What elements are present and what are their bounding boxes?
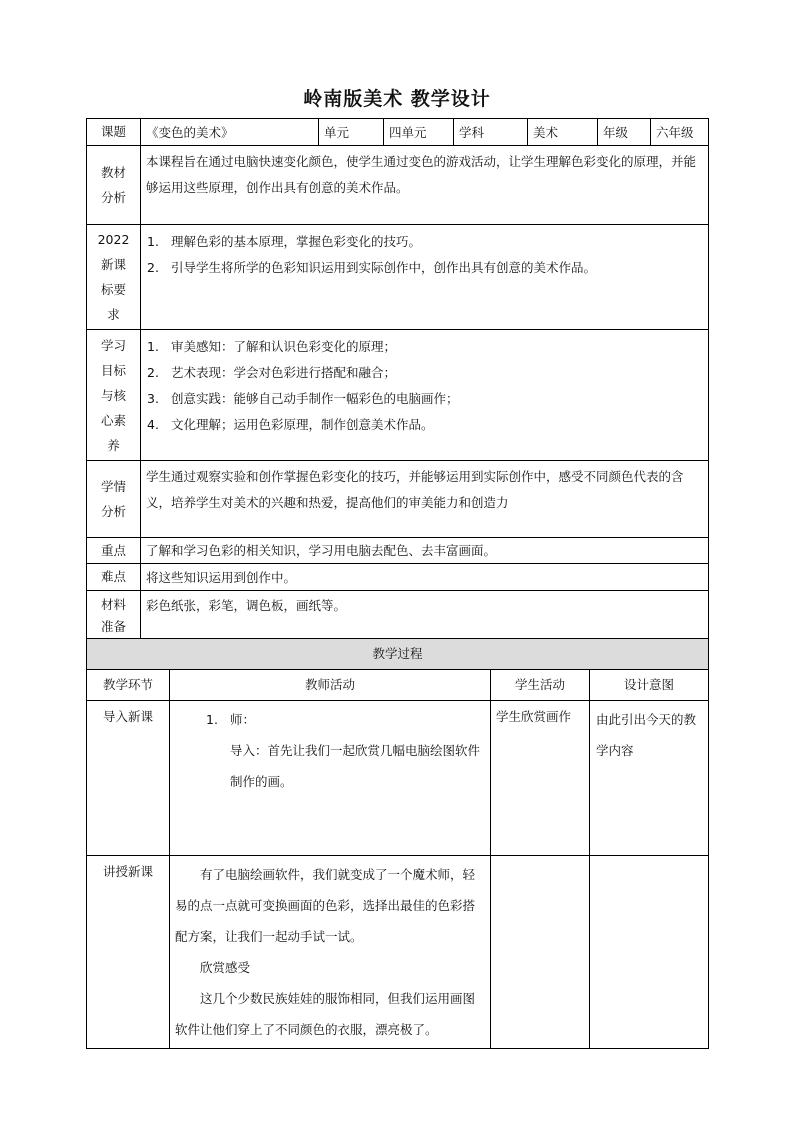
list-item bbox=[147, 229, 702, 255]
teacher-body: 导入：首先让我们一起欣赏几幅电脑绘图软件制作的画。 bbox=[230, 743, 481, 789]
row-cailiao bbox=[87, 591, 709, 642]
list-text: 审美感知：了解和认识色彩变化的原理； bbox=[171, 339, 397, 354]
teacher-paragraph: 欣赏感受 bbox=[200, 960, 251, 975]
teacher-paragraph: 这几个少数民族娃娃的服饰相同，但我们运用画图软件让他们穿上了不同颜色的衣服，漂亮极了。 bbox=[175, 991, 476, 1037]
cailiao-text: 彩色纸张，彩笔，调色板，画纸等。 bbox=[141, 591, 709, 642]
list-number: 1. bbox=[147, 339, 159, 354]
biaozhun-list bbox=[141, 225, 708, 285]
intent-cell: 由此引出今天的教学内容 bbox=[590, 701, 709, 856]
col-stage: 教学环节 bbox=[87, 670, 170, 701]
list-text: 引导学生将所学的色彩知识运用到实际创作中，创作出具有创意的美术作品。 bbox=[171, 260, 597, 275]
label-xueqing: 学情 分析 bbox=[87, 461, 141, 538]
list-text: 创意实践：能够自己动手制作一幅彩色的电脑画作； bbox=[171, 391, 459, 406]
col-intent: 设计意图 bbox=[590, 670, 709, 701]
teacher-cell bbox=[170, 856, 491, 1049]
teacher-cell bbox=[170, 701, 491, 856]
teacher-num: 1. bbox=[206, 712, 218, 727]
lesson-info-table bbox=[86, 118, 709, 642]
stage-cell: 导入新课 bbox=[87, 701, 170, 856]
row-zhongdian bbox=[87, 538, 709, 564]
row-jiaocai bbox=[87, 146, 709, 225]
mubiao-list bbox=[141, 330, 708, 442]
row-nandian bbox=[87, 564, 709, 591]
lesson-title: 《变色的美术》 bbox=[141, 119, 319, 146]
list-text: 理解色彩的基本原理，掌握色彩变化的技巧。 bbox=[171, 234, 422, 249]
process-title: 教学过程 bbox=[87, 639, 709, 670]
col-teacher: 教师活动 bbox=[170, 670, 491, 701]
label-unit: 单元 bbox=[319, 119, 384, 146]
list-item bbox=[147, 334, 702, 360]
student-cell: 学生欣赏画作 bbox=[491, 701, 590, 856]
row-xueqing bbox=[87, 461, 709, 538]
jiaocai-text: 本课程旨在通过电脑快速变化颜色，使学生通过变色的游戏活动，让学生理解色彩变化的原理，并能够运用这些原理，创作出具有创意的美术作品。 bbox=[141, 146, 709, 225]
teacher-paragraph: 有了电脑绘画软件，我们就变成了一个魔术师，轻易的点一点就可变换画面的色彩，选择出最佳的色彩搭配方案，让我们一起动手试一试。 bbox=[175, 867, 476, 944]
label-grade: 年级 bbox=[598, 119, 651, 146]
teaching-process-table bbox=[86, 638, 709, 1049]
mubiao-list-cell bbox=[141, 330, 709, 461]
list-number: 2. bbox=[147, 260, 159, 275]
list-number: 4. bbox=[147, 417, 159, 432]
header-row bbox=[87, 119, 709, 146]
label-nandian: 难点 bbox=[87, 564, 141, 591]
list-item bbox=[147, 386, 702, 412]
row-mubiao bbox=[87, 330, 709, 461]
stage-cell: 讲授新课 bbox=[87, 856, 170, 1049]
process-title-row bbox=[87, 639, 709, 670]
unit-value: 四单元 bbox=[384, 119, 454, 146]
xueqing-text: 学生通过观察实验和创作掌握色彩变化的技巧，并能够运用到实际创作中，感受不同颜色代表的含义，培养学生对美术的兴趣和热爱，提高他们的审美能力和创造力 bbox=[141, 461, 709, 538]
row-biaozhun bbox=[87, 225, 709, 330]
nandian-text: 将这些知识运用到创作中。 bbox=[141, 564, 709, 591]
biaozhun-list-cell bbox=[141, 225, 709, 330]
list-number: 1. bbox=[147, 234, 159, 249]
list-item bbox=[147, 255, 702, 281]
page-title: 岭南版美术 教学设计 bbox=[303, 88, 491, 110]
list-number: 3. bbox=[147, 391, 159, 406]
list-number: 2. bbox=[147, 365, 159, 380]
label-cailiao: 材料 准备 bbox=[87, 591, 141, 642]
label-keti: 课题 bbox=[87, 119, 141, 146]
label-subject: 学科 bbox=[454, 119, 528, 146]
student-cell bbox=[491, 856, 590, 1049]
zhongdian-text: 了解和学习色彩的相关知识，学习用电脑去配色、去丰富画面。 bbox=[141, 538, 709, 564]
table-row bbox=[87, 701, 709, 856]
label-mubiao: 学习 目标 与核 心素 养 bbox=[87, 330, 141, 461]
label-biaozhun: 2022 新课 标要 求 bbox=[87, 225, 141, 330]
teacher-head-line bbox=[176, 704, 484, 735]
intent-cell bbox=[590, 856, 709, 1049]
col-student: 学生活动 bbox=[491, 670, 590, 701]
list-text: 文化理解；运用色彩原理，制作创意美术作品。 bbox=[171, 417, 434, 432]
label-zhongdian: 重点 bbox=[87, 538, 141, 564]
list-text: 艺术表现：学会对色彩进行搭配和融合； bbox=[171, 365, 397, 380]
label-jiaocai: 教材 分析 bbox=[87, 146, 141, 225]
process-header-row bbox=[87, 670, 709, 701]
grade-value: 六年级 bbox=[651, 119, 709, 146]
list-item bbox=[147, 360, 702, 386]
subject-value: 美术 bbox=[528, 119, 598, 146]
table-row bbox=[87, 856, 709, 1049]
teacher-head: 师： bbox=[230, 712, 256, 727]
list-item bbox=[147, 412, 702, 438]
